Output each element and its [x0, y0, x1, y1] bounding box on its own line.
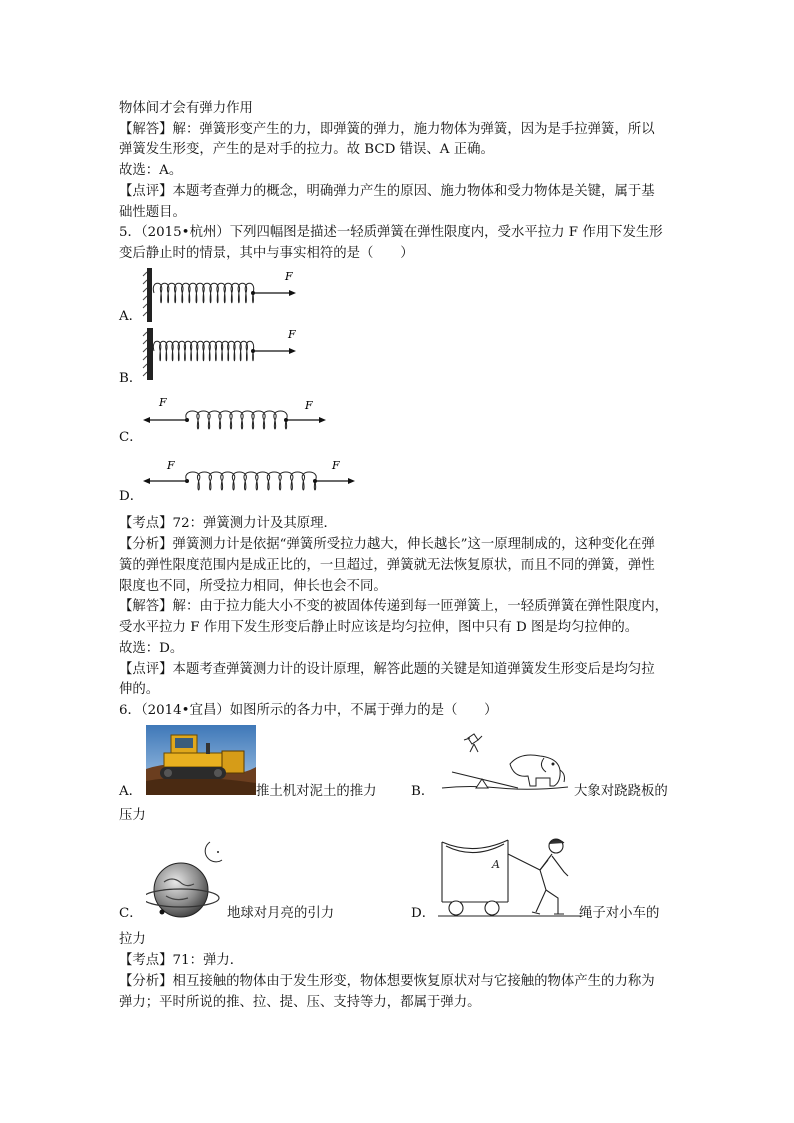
question-5-text: 变后静止时的情景，其中与事实相符的是（ ）	[119, 246, 414, 261]
text-line: 伸的。	[119, 682, 160, 697]
spring-coil	[186, 411, 287, 429]
wall	[147, 328, 153, 380]
text-line: 故选：A。	[119, 163, 183, 178]
text-line: 【点评】本题考查弹簧测力计的设计原理，解答此题的关键是知道弹簧发生形变后是均匀拉	[119, 662, 655, 677]
wall	[147, 268, 152, 322]
option-a-label: A．	[119, 784, 143, 799]
text-line: 【考点】71：弹力．	[119, 953, 244, 968]
text-line: 【分析】弹簧测力计是依据“弹簧所受拉力越大，伸长越长”这一原理制成的，这种变化在弹	[119, 537, 655, 552]
cart-pulling-figure	[436, 832, 586, 922]
text-line: 物体间才会有弹力作用	[119, 101, 253, 116]
text-line: 【分析】相互接触的物体由于发生形变，物体想要恢复原状对与它接触的物体产生的力称为	[119, 974, 655, 989]
option-d-label: D．	[411, 906, 436, 921]
option-c-label: C．	[119, 430, 143, 445]
option-a-label: A．	[119, 309, 143, 324]
text-line: 【考点】72：弹簧测力计及其原理．	[119, 516, 337, 531]
option-b-label: B．	[119, 371, 143, 386]
text-line: 受水平拉力 F 作用下发生形变后静止时应该是均匀拉伸，图中只有 D 图是均匀拉伸的。	[119, 620, 639, 635]
option-d-label: D．	[119, 489, 144, 504]
option-d-text: 绳子对小车的	[579, 906, 660, 921]
option-b-label: B．	[411, 784, 435, 799]
text-line: 【解答】解：由于拉力能大小不变的被固体传递到每一匝弹簧上，一轻质弹簧在弹性限度内，	[119, 599, 669, 614]
force-label: F	[285, 270, 293, 283]
force-label: F	[167, 459, 175, 472]
spring-figure-b	[140, 326, 310, 382]
force-label: F	[332, 459, 340, 472]
spring-coil	[186, 472, 316, 490]
question-5-text: 5．（2015•杭州）下列四幅图是描述一轻质弹簧在弹性限度内，受水平拉力 F 作用下发生形	[119, 225, 663, 240]
option-a-text: 推土机对泥土的推力	[256, 784, 377, 799]
option-b-text-cont: 压力	[119, 808, 146, 823]
text-line: 【点评】本题考查弹力的概念，明确弹力产生的原因、施力物体和受力物体是关键，属于基	[119, 184, 655, 199]
option-d-text-cont: 拉力	[119, 932, 146, 947]
spring-coil	[153, 283, 253, 303]
spring-coil	[153, 341, 253, 361]
force-label: F	[305, 399, 313, 412]
force-label: F	[159, 396, 167, 409]
option-b-text: 大象对跷跷板的	[574, 784, 668, 799]
bulldozer-photo	[146, 725, 256, 795]
text-line: 簧的弹性限度范围内是成正比的，一旦超过，弹簧就无法恢复原状，而且不同的弹簧，弹性	[119, 558, 655, 573]
text-line: 弹簧发生形变，产生的是对手的拉力。故 BCD 错误、A 正确。	[119, 142, 494, 157]
text-line: 限度也不同，所受拉力相同，伸长也会不同。	[119, 579, 387, 594]
text-line: 弹力；平时所说的推、拉、提、压、支持等力，都属于弹力。	[119, 995, 481, 1010]
force-label: F	[288, 328, 296, 341]
text-line: 础性题目。	[119, 205, 186, 220]
elephant-seesaw-figure	[440, 730, 570, 796]
cart-letter: A	[492, 858, 500, 871]
text-line: 故选：D。	[119, 641, 184, 656]
earth-moon-figure	[146, 832, 236, 922]
option-c-label: C．	[119, 906, 143, 921]
spring-figure-c	[140, 394, 330, 440]
question-6-text: 6．（2014•宜昌）如图所示的各力中，不属于弹力的是（ ）	[119, 703, 498, 718]
option-c-text: 地球对月亮的引力	[227, 906, 335, 921]
spring-figure-a	[140, 266, 310, 324]
text-line: 【解答】解：弹簧形变产生的力，即弹簧的弹力，施力物体为弹簧，因为是手拉弹簧，所以	[119, 122, 655, 137]
spring-figure-d	[140, 454, 360, 500]
